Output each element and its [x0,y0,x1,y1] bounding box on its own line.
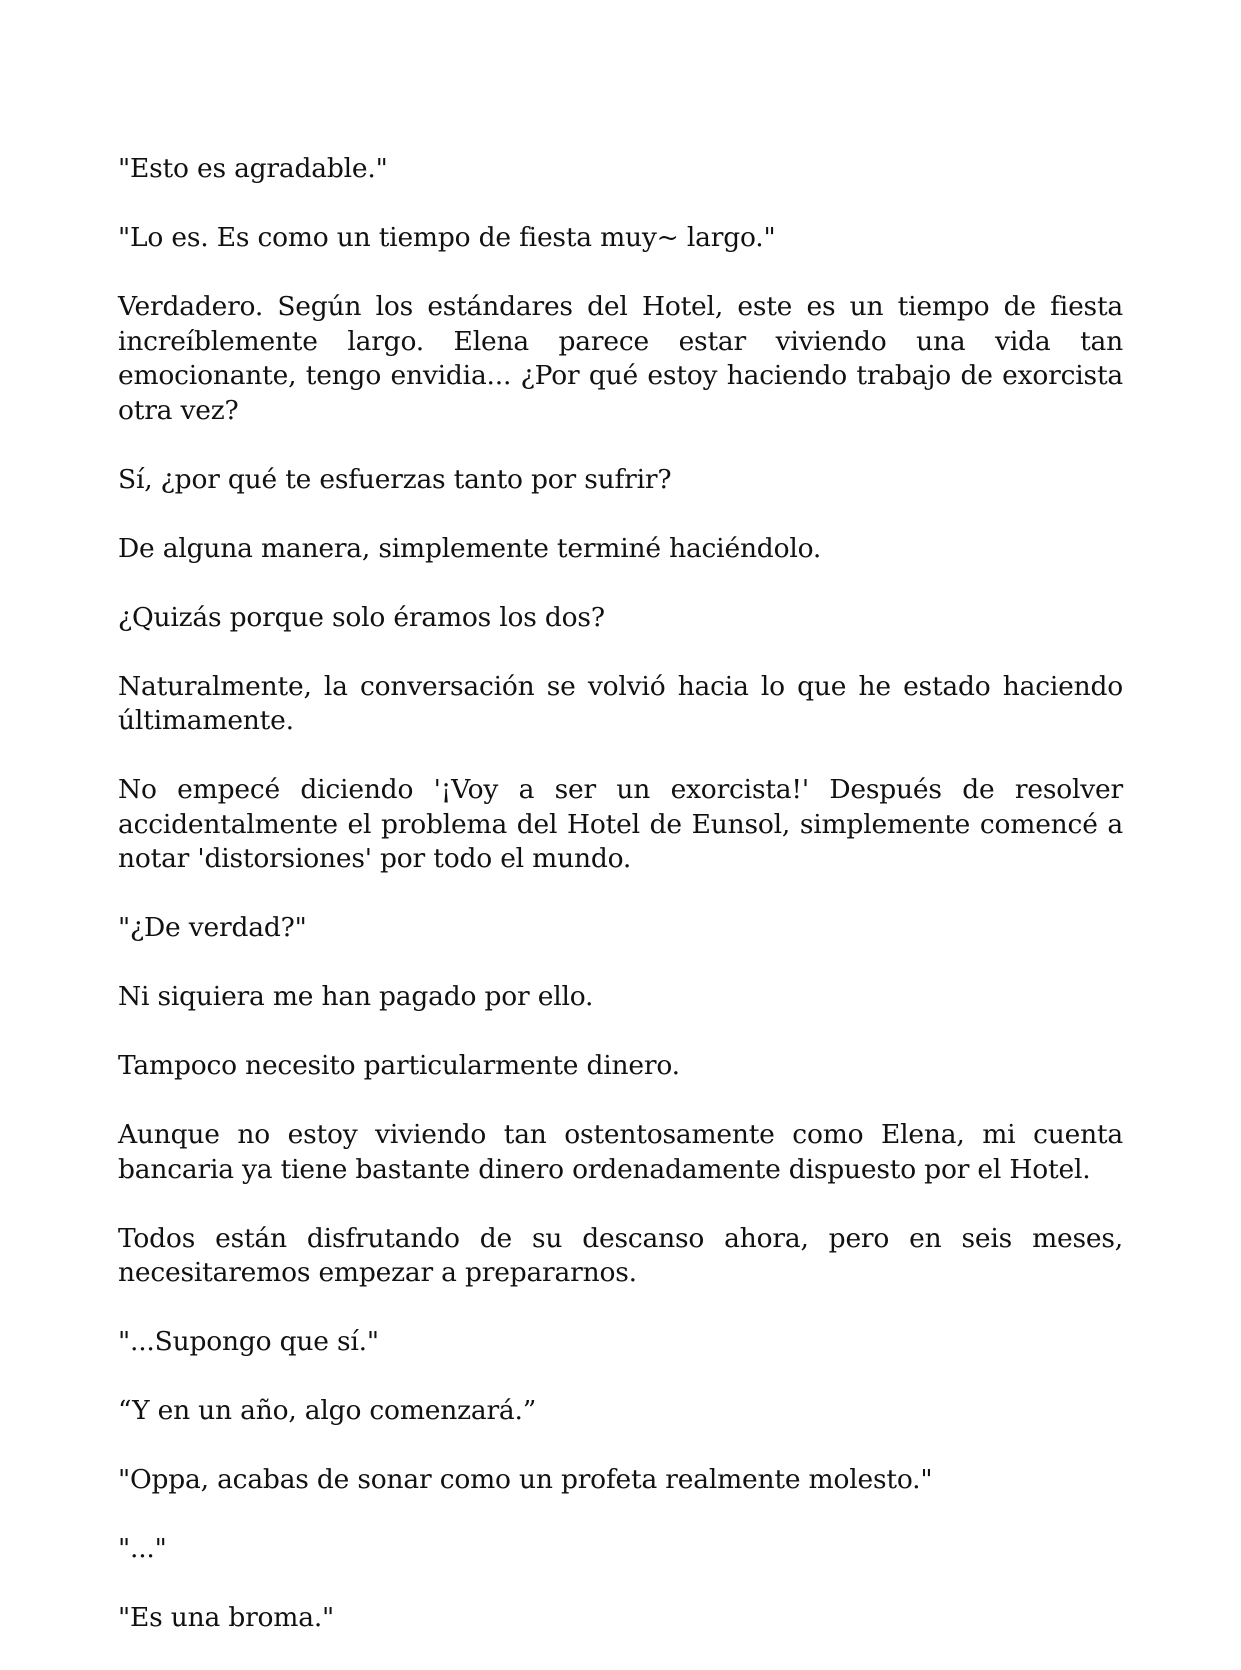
paragraph-11: Tampoco necesito particularmente dinero. [118,1050,680,1081]
paragraph-14: "...Supongo que sí." [118,1326,379,1357]
paragraph-10: Ni siquiera me han pagado por ello. [118,981,594,1012]
document-body [118,152,1123,1670]
paragraph-18: "Es una broma." [118,1602,335,1633]
paragraph-7: Naturalmente, la conversación se volvió hacia lo que he estado haciendo últimamente. [118,670,1123,736]
paragraph-17: "..." [118,1533,167,1564]
paragraph-12: Aunque no estoy viviendo tan ostentosamente como Elena, mi cuenta bancaria ya tiene bastante dinero ordenadamente dispuesto por el Hotel. [118,1119,1123,1185]
paragraph-13: Todos están disfrutando de su descanso ahora, pero en seis meses, necesitaremos empezar a prepararnos. [118,1222,1123,1288]
paragraph-6: ¿Quizás porque solo éramos los dos? [118,601,605,633]
paragraph-4: Sí, ¿por qué te esfuerzas tanto por sufrir? [118,463,672,495]
paragraph-3: Verdadero. Según los estándares del Hotel, este es un tiempo de fiesta increíblemente largo. Elena parece estar viviendo una vida tan emocionante, tengo envidia... ¿Por qué estoy haciendo trabajo de exorcista otra vez? [118,291,1123,426]
paragraph-2: "Lo es. Es como un tiempo de fiesta muy~ largo." [118,222,776,253]
paragraph-15: “Y en un año, algo comenzará.” [118,1395,537,1426]
paragraph-16: "Oppa, acabas de sonar como un profeta realmente molesto." [118,1464,933,1495]
paragraph-1: "Esto es agradable." [118,153,388,184]
paragraph-8: No empecé diciendo '¡Voy a ser un exorcista!' Después de resolver accidentalmente el problema del Hotel de Eunsol, simplemente comencé a notar 'distorsiones' por todo el mundo. [118,774,1123,874]
paragraph-9: "¿De verdad?" [118,912,307,943]
paragraph-5: De alguna manera, simplemente terminé haciéndolo. [118,532,822,564]
